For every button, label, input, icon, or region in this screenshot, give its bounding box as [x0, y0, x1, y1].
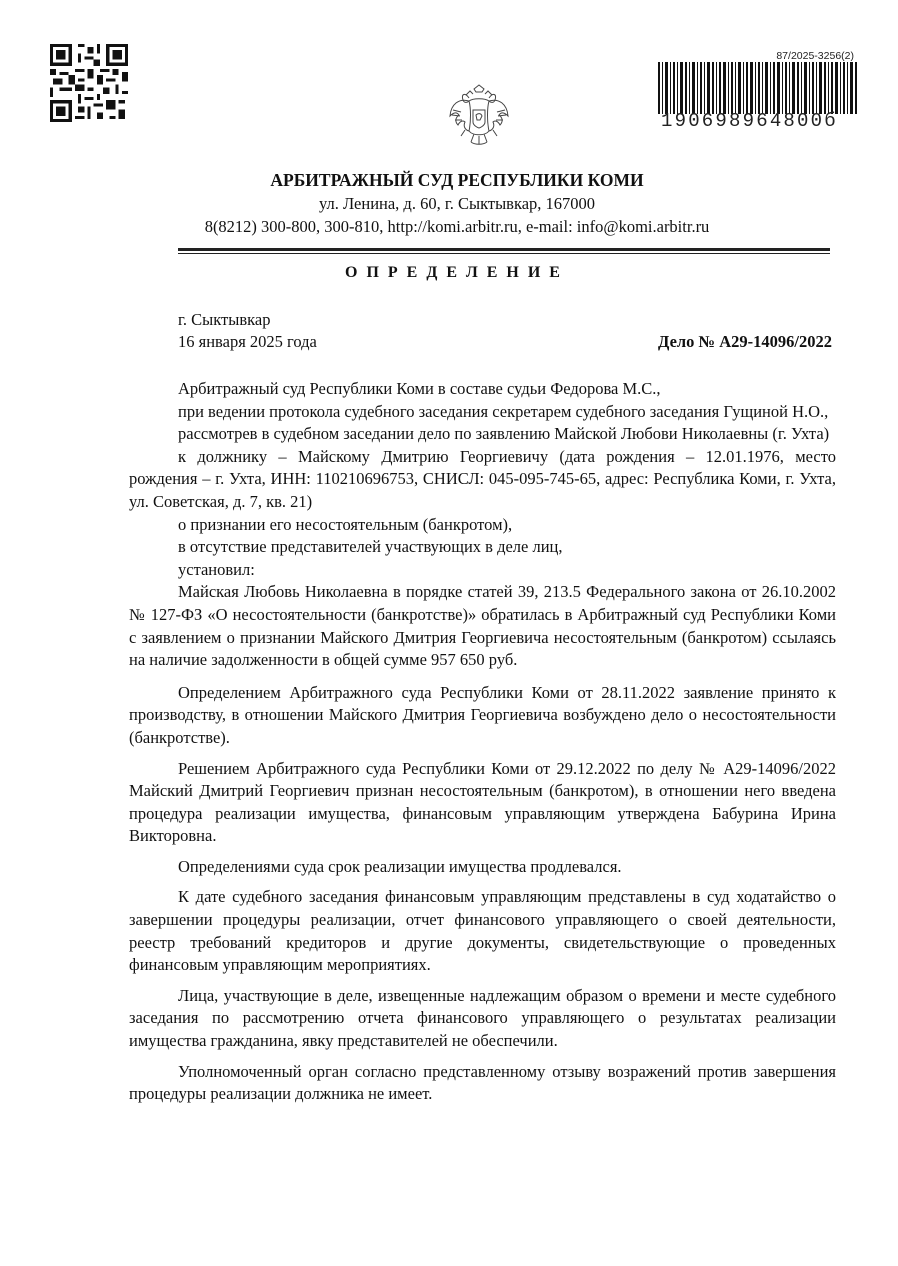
paragraph: о признании его несостоятельным (банкротом), [178, 514, 513, 534]
paragraph: Определением Арбитражного суда Республики Коми от 28.11.2022 заявление принято к производству, в отношении Майского Дмитрия Георгиевича возбуждено дело о несостоятельности (банкротстве). [129, 682, 836, 747]
paragraph: Определениями суда срок реализации имущества продлевался. [178, 856, 622, 876]
document-body [129, 378, 836, 1106]
document-title: ОПРЕДЕЛЕНИЕ [345, 264, 569, 281]
court-contacts: 8(8212) 300-800, 300-810, http://komi.arbitr.ru, e-mail: info@komi.arbitr.ru [204, 217, 710, 236]
qr-code-icon [50, 44, 128, 122]
paragraph: Майская Любовь Николаевна в порядке статей 39, 213.5 Федерального закона от 26.10.2002 № 127-ФЗ «О несостоятельности (банкротстве)» обратилась в Арбитражный суд Республики Коми с заявлением о признании Майского Дмитрия Георгиевича несостоятельным (банкротом) ссылаясь на наличие задолженности в общей сумме 957 650 руб. [129, 582, 836, 670]
paragraph: Арбитражный суд Республики Коми в составе судьи Федорова М.С., [178, 379, 661, 398]
court-name: АРБИТРАЖНЫЙ СУД РЕСПУБЛИКИ КОМИ [270, 170, 644, 190]
header-divider [178, 248, 830, 251]
header-divider-thin [178, 253, 830, 254]
document-date: 16 января 2025 года [178, 332, 317, 351]
barcode-id: 87/2025-3256(2) [776, 50, 854, 62]
barcode-number: 190698964800б [661, 110, 838, 132]
paragraph: при ведении протокола судебного заседания секретарем судебного заседания Гущиной Н.О., [178, 401, 829, 421]
document-city: г. Сыктывкар [178, 310, 271, 329]
case-number: Дело № А29-14096/2022 [658, 332, 832, 351]
paragraph: в отсутствие представителей участвующих в деле лиц, [178, 537, 563, 557]
barcode-icon [658, 62, 858, 114]
paragraph: Уполномоченный орган согласно представленному отзыву возражений против завершения процедуры реализации должника не имеет. [129, 1061, 836, 1104]
paragraph: К дате судебного заседания финансовым управляющим представлены в суд ходатайство о завершении процедуры реализации, отчет финансового управляющего о своей деятельности, реестр требований кредиторов и другие документы, свидетельствующие о проведенных финансовым управляющим мероприятиях. [129, 887, 836, 975]
paragraph: Лица, участвующие в деле, извещенные надлежащим образом о времени и месте судебного заседания по рассмотрению отчета финансового управляющего о результатах реализации имущества гражданина, явку представителей не обеспечили. [129, 985, 836, 1051]
paragraph: к должнику – Майскому Дмитрию Георгиевичу (дата рождения – 12.01.1976, место рождения – г. Ухта, ИНН: 110210696753, СНИСЛ: 045-095-745-65, адрес: Республика Коми, г. Ухта, ул. Советская, д. 7, кв. 21) [129, 446, 836, 511]
court-address: ул. Ленина, д. 60, г. Сыктывкар, 167000 [318, 194, 596, 213]
paragraph: Решением Арбитражного суда Республики Коми от 29.12.2022 по делу № А29-14096/2022 Майский Дмитрий Георгиевич признан несостоятельным (банкротом), в отношении него введена процедура реализации имущества, финансовым управляющим утверждена Бабурина Ирина Викторовна. [129, 758, 836, 846]
russian-coat-of-arms-icon [447, 82, 511, 148]
paragraph: рассмотрев в судебном заседании дело по заявлению Майской Любови Николаевны (г. Ухта) [178, 424, 830, 444]
paragraph: установил: [178, 559, 255, 579]
